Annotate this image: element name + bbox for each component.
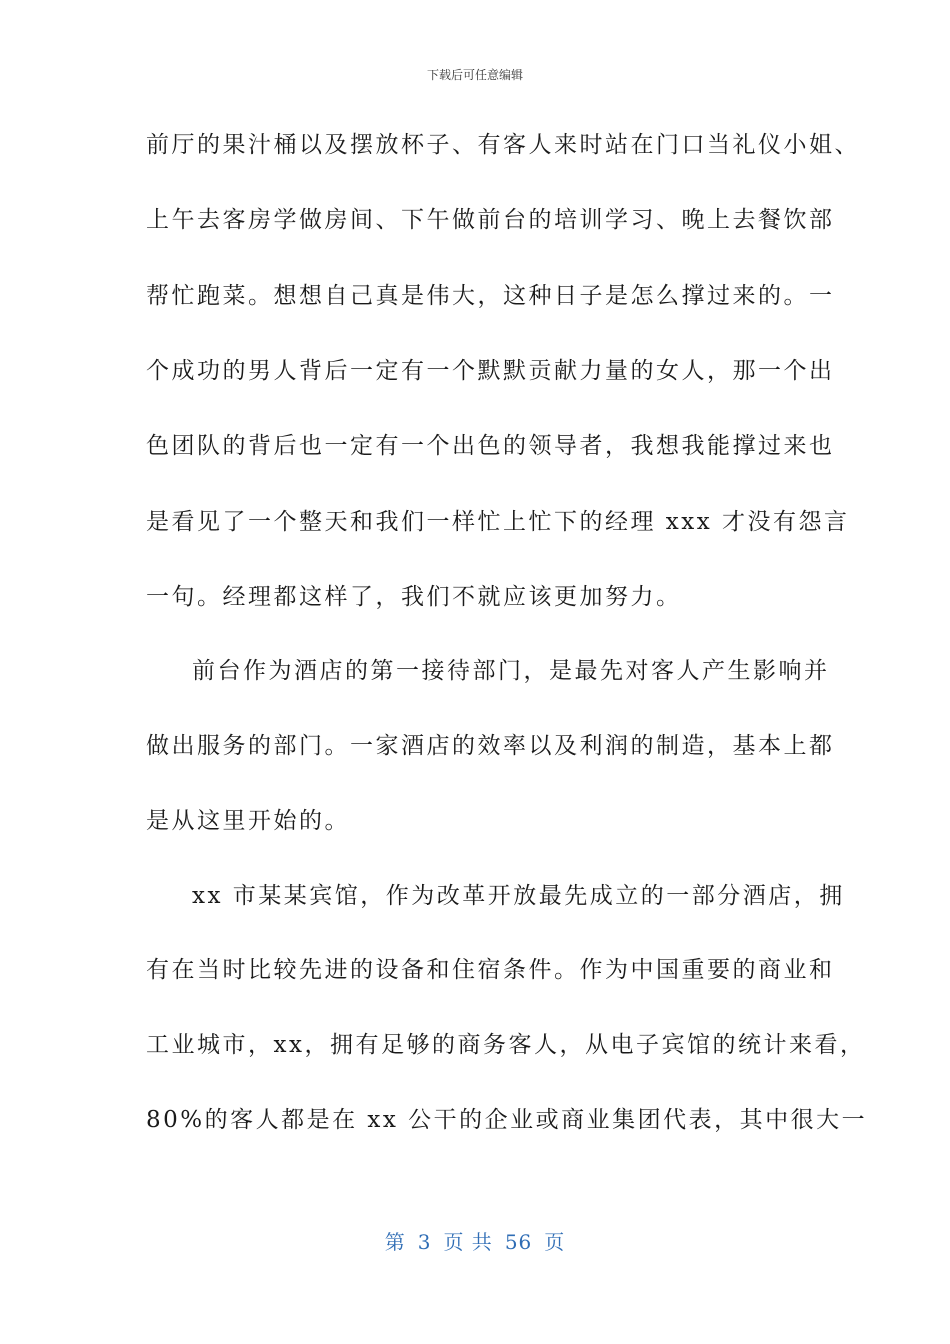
text-line: 前厅的果汁桶以及摆放杯子、有客人来时站在门口当礼仪小姐、 (146, 132, 860, 158)
text-line: 做出服务的部门。一家酒店的效率以及利润的制造，基本上都 (146, 733, 835, 759)
text-line: 色团队的背后也一定有一个出色的领导者，我想我能撑过来也 (146, 433, 835, 459)
text-line: 是从这里开始的。 (146, 808, 350, 834)
page-header: 下载后可任意编辑 (426, 68, 523, 82)
footer-suffix: 页 (544, 1230, 566, 1254)
footer-prefix: 第 (384, 1230, 406, 1254)
text-line: 个成功的男人背后一定有一个默默贡献力量的女人，那一个出 (146, 358, 835, 384)
page-number-footer (0, 1226, 950, 1255)
text-line: 工业城市，xx，拥有足够的商务客人，从电子宾馆的统计来看， (146, 1032, 866, 1058)
text-line: 有在当时比较先进的设备和住宿条件。作为中国重要的商业和 (146, 957, 835, 983)
total-pages-number: 56 (504, 1230, 533, 1254)
text-line: xx 市某某宾馆，作为改革开放最先成立的一部分酒店，拥 (192, 883, 845, 909)
text-line: 一句。经理都这样了，我们不就应该更加努力。 (146, 584, 682, 610)
text-line: 是看见了一个整天和我们一样忙上忙下的经理 xxx 才没有怨言 (146, 509, 850, 535)
footer-middle: 页 共 (443, 1230, 493, 1254)
text-line: 上午去客房学做房间、下午做前台的培训学习、晚上去餐饮部 (146, 207, 835, 233)
text-line: 80%的客人都是在 xx 公干的企业或商业集团代表，其中很大一 (146, 1107, 868, 1133)
text-line: 前台作为酒店的第一接待部门，是最先对客人产生影响并 (192, 658, 830, 684)
current-page-number: 3 (417, 1230, 432, 1254)
text-line: 帮忙跑菜。想想自己真是伟大，这种日子是怎么撑过来的。一 (146, 283, 835, 309)
